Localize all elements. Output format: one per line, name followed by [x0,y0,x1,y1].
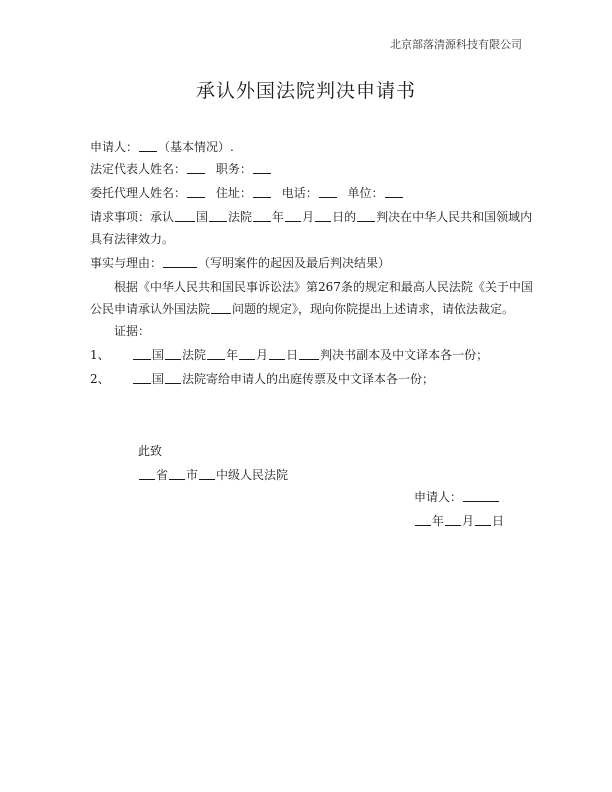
legal-rep-position-blank [253,162,271,174]
request-label: 请求事项：承认 [90,210,175,224]
request-month-label: 月 [302,210,315,224]
evidence-item-1 [90,344,488,366]
evidence-1-tail: 判决书副本及中文译本各一份； [320,348,489,362]
closing-city: 市 [186,468,199,482]
signature-month-blank [445,514,461,526]
evidence-1-year: 年 [226,348,239,362]
agent-address-blank [253,186,271,198]
request-month-blank [285,210,301,222]
request-line-2: 具有法律效力。 [90,232,175,246]
evidence-1-month: 月 [256,348,269,362]
closing-court-blank [199,468,215,480]
request-year-blank [253,210,271,222]
company-header: 北京部落清源科技有限公司 [390,38,522,51]
evidence-2-tail: 法院寄给申请人的出庭传票及中文译本各一份； [182,372,435,386]
basis-line-2b: 问题的规定》，现向你院提出上述请求，请依法裁定。 [232,302,515,316]
closing-court: 中级人民法院 [216,468,289,482]
evidence-item-1-num: 1、 [90,348,110,362]
evidence-2-country-blank [133,372,151,384]
evidence-1-day-blank [269,348,285,360]
closing-province: 省 [156,468,169,482]
evidence-label: 证据： [114,324,151,338]
closing-salute: 此致 [138,444,163,458]
request-court-blank [209,210,227,222]
request-court-label: 法院 [228,210,253,224]
signature-date-line [414,510,504,532]
evidence-item-2 [90,368,434,390]
request-country-blank [175,210,195,222]
agent-address-label: 住址： [215,186,252,200]
basis-line-2a: 公民申请承认外国法院 [90,302,211,316]
evidence-1-year-blank [207,348,225,360]
basis-line-1: 根据《中华人民共和国民事诉讼法》第267条的规定和最高人民法院《关于中国 [114,280,533,294]
agent-name-blank [187,186,205,198]
applicant-note: （基本情况）. [158,140,234,154]
signature-year: 年 [432,514,445,528]
agent-phone-blank [319,186,337,198]
agent-unit-blank [385,186,403,198]
facts-note: （写明案件的起因及最后判决结果） [198,256,391,270]
evidence-2-country: 国 [152,372,165,386]
request-judgment-blank [357,210,375,222]
signature-applicant-line [414,486,500,508]
signature-applicant-label: 申请人： [414,490,463,504]
evidence-1-country-blank [133,348,151,360]
applicant-line [90,136,234,158]
evidence-1-court: 法院 [182,348,207,362]
legal-rep-position-label: 职务： [215,162,252,176]
request-tail: 判决在中华人民共和国领域内 [376,210,533,224]
facts-label: 事实与理由： [90,256,163,270]
legal-rep-line [90,158,272,180]
closing-city-blank [169,468,185,480]
applicant-blank [139,140,157,152]
evidence-1-month-blank [239,348,255,360]
signature-year-blank [415,514,431,526]
legal-rep-blank [187,162,205,174]
closing-court-line [138,464,288,486]
evidence-2-court-blank [165,372,181,384]
facts-blank [163,256,197,268]
facts-line [90,252,390,274]
evidence-1-country: 国 [152,348,165,362]
request-day-label: 日的 [332,210,357,224]
signature-month: 月 [462,514,475,528]
signature-applicant-blank [463,490,499,502]
request-country-label: 国 [196,210,209,224]
agent-line [90,182,404,204]
evidence-item-2-num: 2、 [90,372,110,386]
request-line [90,206,532,228]
signature-day-blank [475,514,491,526]
agent-phone-label: 电话： [281,186,318,200]
signature-day: 日 [492,514,505,528]
evidence-1-day: 日 [286,348,299,362]
closing-province-blank [139,468,155,480]
applicant-label: 申请人： [90,140,139,154]
agent-label: 委托代理人姓名： [90,186,187,200]
evidence-1-court-blank [165,348,181,360]
basis-blank [211,302,231,314]
agent-unit-label: 单位： [347,186,384,200]
evidence-1-judgment-blank [299,348,319,360]
basis-line-2 [90,298,514,320]
request-year-label: 年 [272,210,285,224]
request-day-blank [315,210,331,222]
legal-rep-label: 法定代表人姓名： [90,162,187,176]
document-title: 承认外国法院判决申请书 [195,80,416,102]
